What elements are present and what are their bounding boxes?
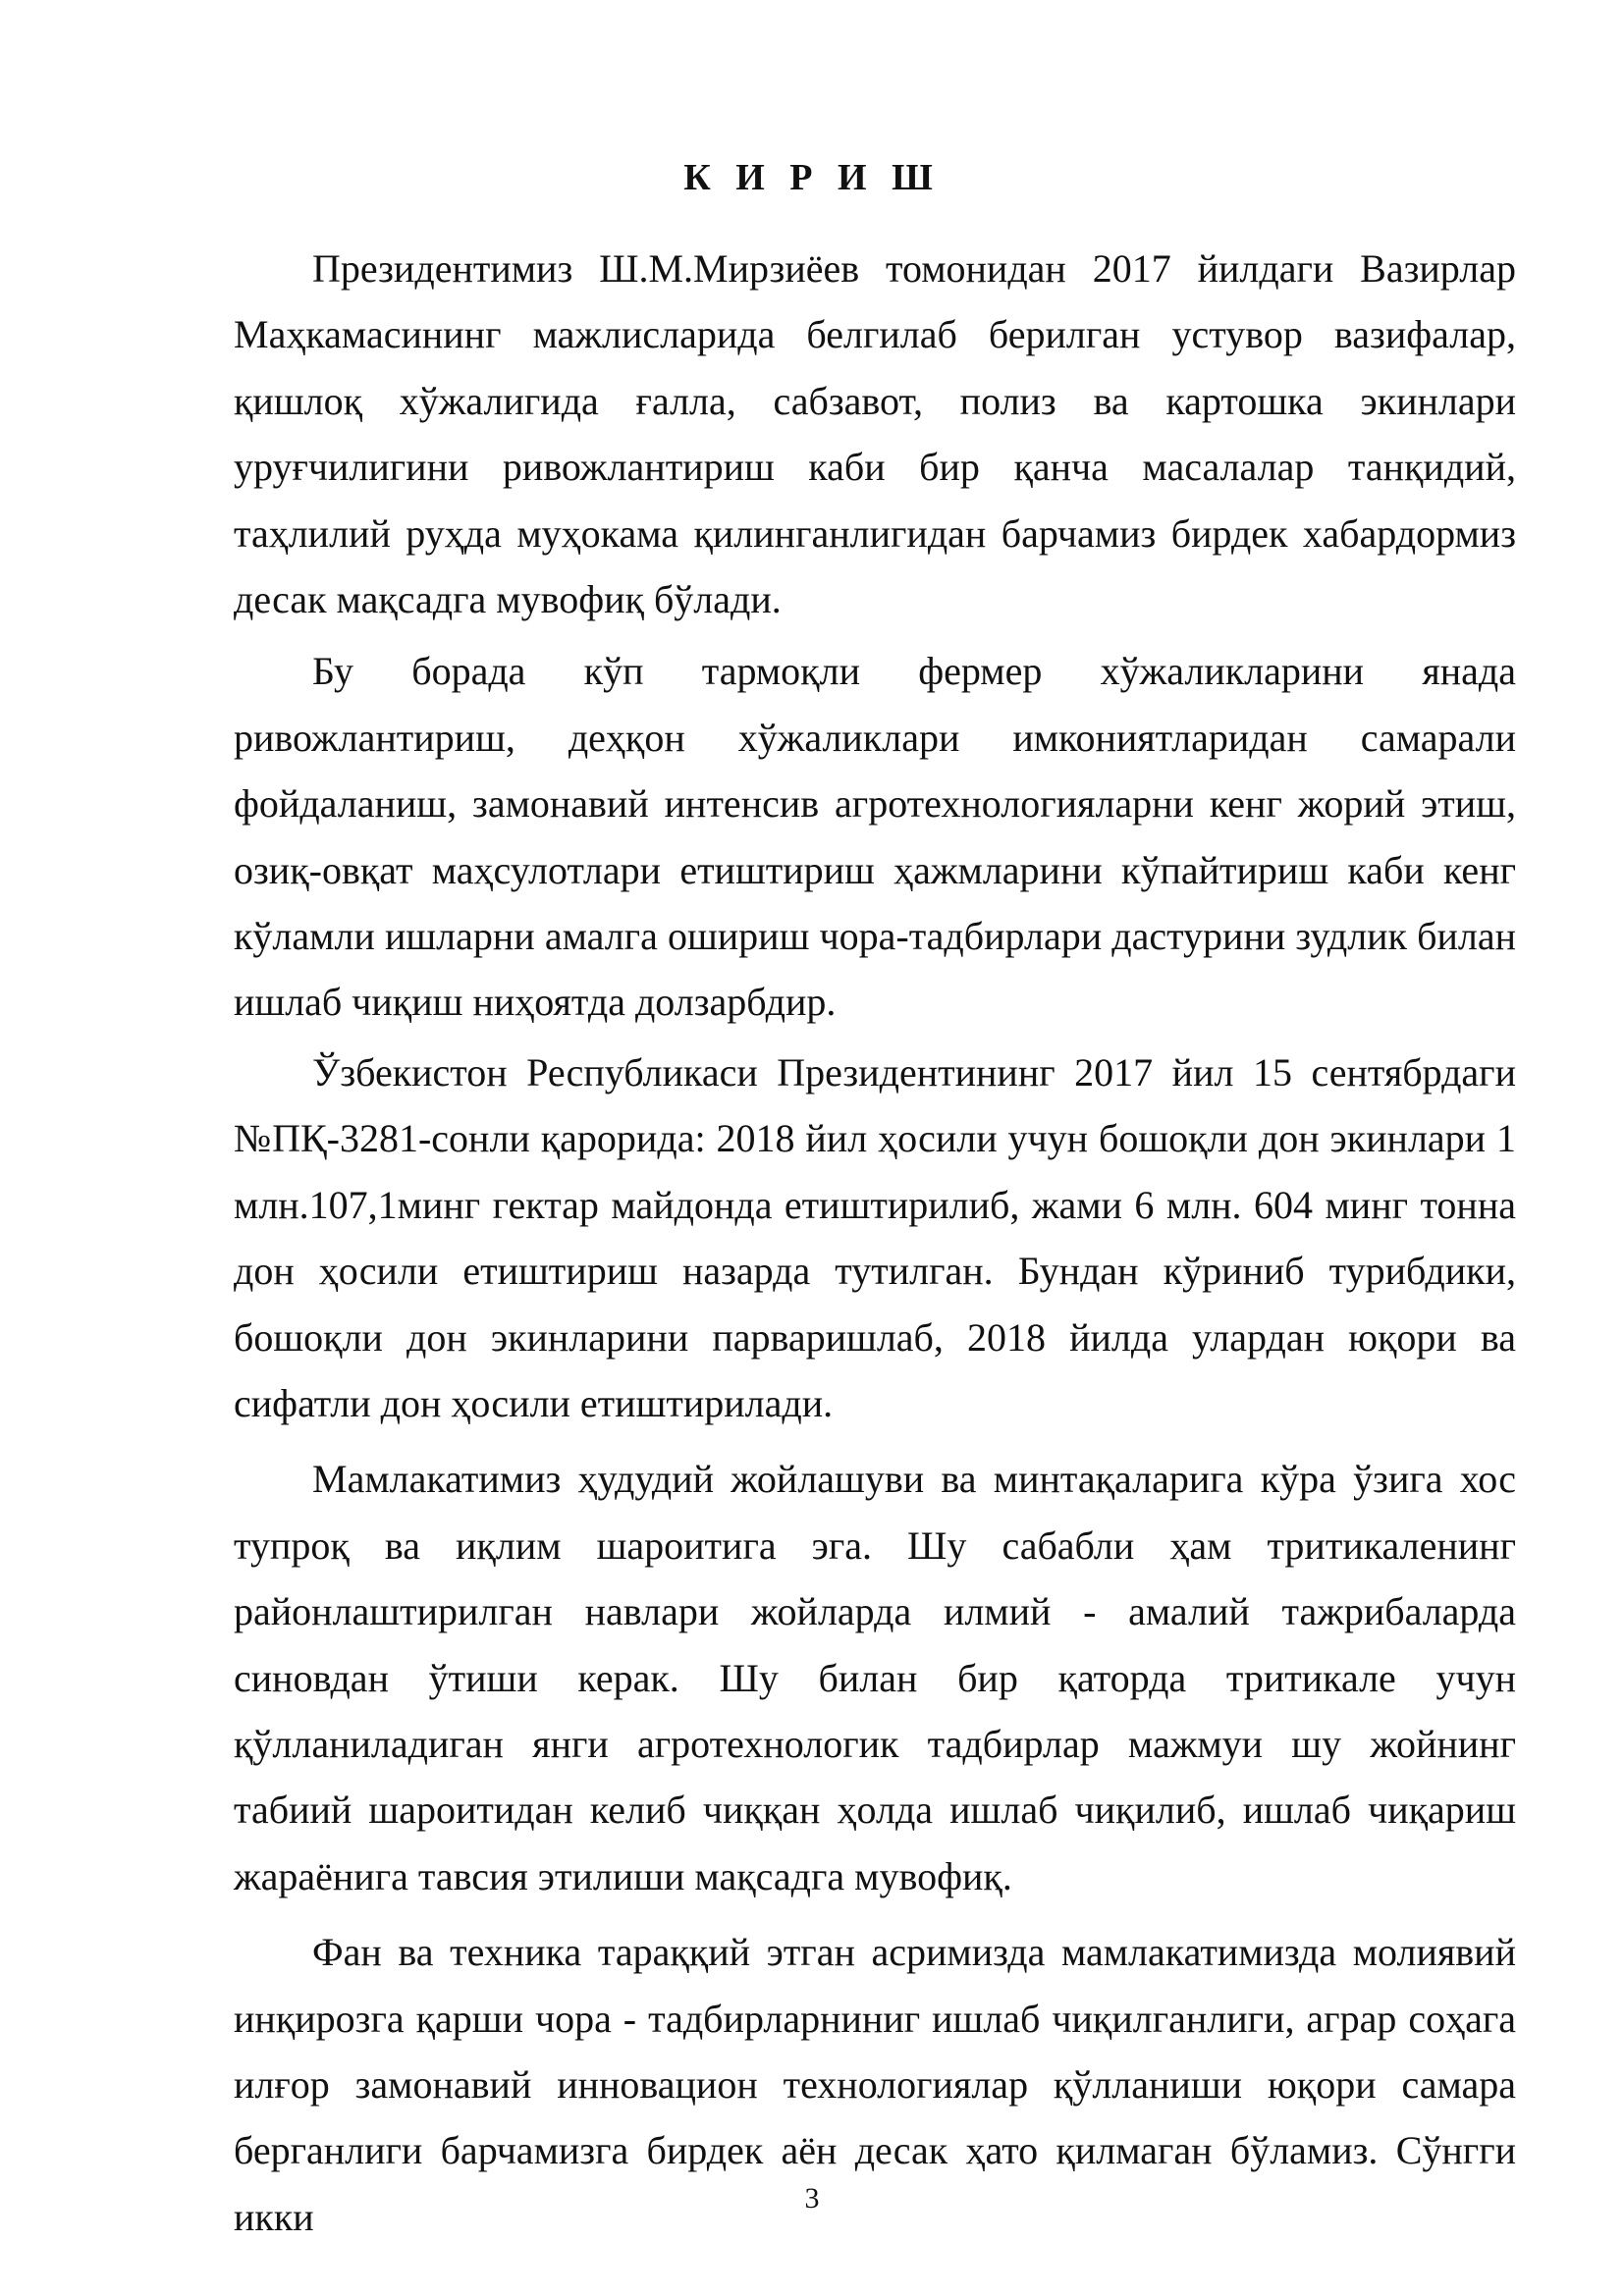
section-title: К И Р И Ш [683, 157, 941, 198]
paragraph: Фан ва техника тараққий этган асримизда мамлакатимизда молиявий инқирозга қарши чора - тадбирларниниг ишлаб чиқилганлиги, аграр соҳага илғор замонавий инновацион технологиялар қўлланиши юқори самара берганлиги барчамизга бирдек аён десак ҳато қилмаган бўламиз. Сўнгги икки [234, 1930, 1516, 2239]
paragraph: Бу борада кўп тармоқли фермер хўжаликларини янада ривожлантириш, деҳқон хўжаликлари имкониятларидан самарали фойдаланиш, замонавий интенсив агротехнологияларни кенг жорий этиш, озиқ-овқат маҳсулотлари етиштириш ҳажмларини кўпайтириш каби кенг кўламли ишларни амалга ошириш чора-тадбирлари дастурини зудлик билан ишлаб чиқиш ниҳоятда долзарбдир. [234, 649, 1516, 1025]
page-number: 3 [804, 2182, 820, 2215]
paragraph: Президентимиз Ш.М.Мирзиёев томонидан 2017 йилдаги Вазирлар Маҳкамасининг мажлисларида белгилаб берилган устувор вазифалар, қишлоқ хўжалигида ғалла, сабзавот, полиз ва картошка экинлари уруғчилигини ривожлантириш каби бир қанча масалалар танқидий, таҳлилий руҳда муҳокама қилинганлигидан барчамиз бирдек хабардормиз десак мақсадга мувофиқ бўлади. [234, 246, 1516, 622]
body-text [234, 236, 1516, 2250]
paragraph: Ўзбекистон Республикаси Президентининг 2017 йил 15 сентябрдаги №ПҚ-3281-сонли қарорида: 2018 йил ҳосили учун бошоқли дон экинлари 1 млн.107,1минг гектар майдонда етиштирилиб, жами 6 млн. 604 минг тонна дон ҳосили етиштириш назарда тутилган. Бундан кўриниб турибдики, бошоқли дон экинларини парваришлаб, 2018 йилда улардан юқори ва сифатли дон ҳосили етиштирилади. [234, 1049, 1516, 1425]
paragraph: Мамлакатимиз ҳудудий жойлашуви ва минтақаларига кўра ўзига хос тупроқ ва иқлим шароитига эга. Шу сабабли ҳам тритикаленинг районлаштирилган навлари жойларда илмий - амалий тажрибаларда синовдан ўтиши керак. Шу билан бир қаторда тритикале учун қўлланиладиган янги агротехнологик тадбирлар мажмуи шу жойнинг табиий шароитидан келиб чиққан ҳолда ишлаб чиқилиб, ишлаб чиқариш жараёнига тавсия этилиши мақсадга мувофиқ. [234, 1457, 1516, 1898]
